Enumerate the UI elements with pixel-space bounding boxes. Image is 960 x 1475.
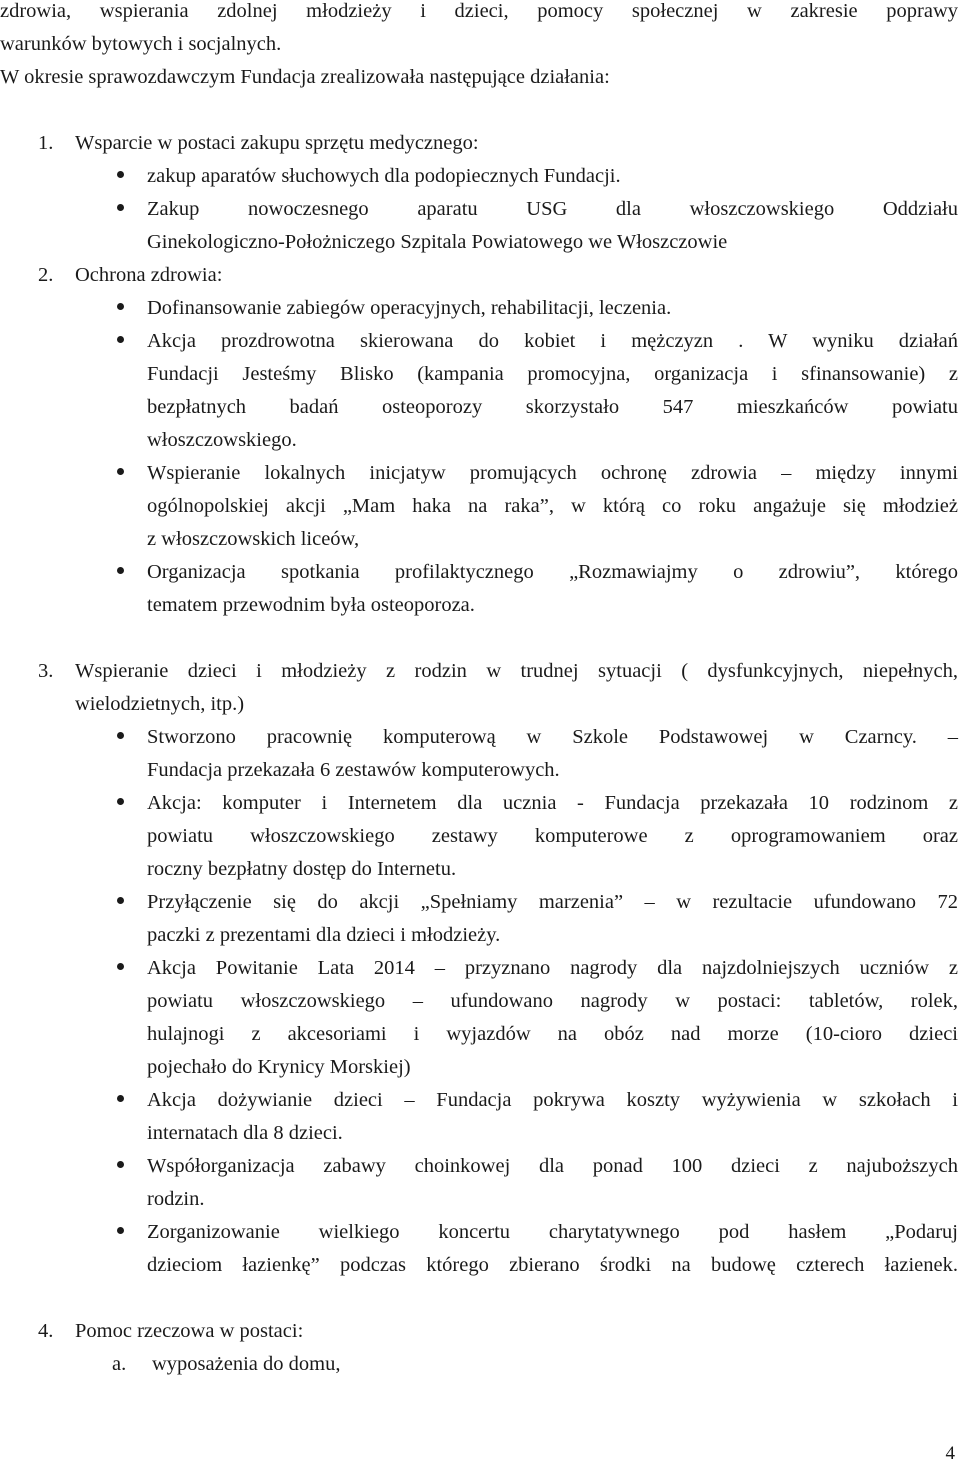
bullet-icon <box>117 303 124 310</box>
bullet-icon <box>117 1095 124 1102</box>
bullet-icon <box>117 732 124 739</box>
bullet-icon <box>117 1227 124 1234</box>
bullet-icon <box>117 567 124 574</box>
list-item: Zakup nowoczesnego aparatu USG dla włoszczowskiego Oddziału <box>147 198 958 220</box>
list-item: Akcja Powitanie Lata 2014 – przyznano nagrody dla najzdolniejszych uczniów z <box>147 957 958 979</box>
section-title: Pomoc rzeczowa w postaci: <box>75 1320 304 1342</box>
bullet-icon <box>117 798 124 805</box>
list-item: Wspieranie lokalnych inicjatyw promujących ochronę zdrowia – między innymi <box>147 462 958 484</box>
list-item-continuation: ogólnopolskiej akcji „Mam haka na raka”, w którą co roku angażuje się młodzież <box>147 495 958 517</box>
section-title-continuation: wielodzietnych, itp.) <box>75 693 245 715</box>
list-item: Dofinansowanie zabiegów operacyjnych, rehabilitacji, leczenia. <box>147 297 672 319</box>
list-item-continuation: z włoszczowskich liceów, <box>147 528 360 550</box>
list-item: Akcja dożywianie dzieci – Fundacja pokrywa koszty wyżywienia w szkołach i <box>147 1089 958 1111</box>
bullet-icon <box>117 897 124 904</box>
list-item-continuation: roczny bezpłatny dostęp do Internetu. <box>147 858 457 880</box>
list-item-continuation: dzieciom łazienkę” podczas którego zbierano środki na budowę czterech łazienek. <box>147 1254 958 1276</box>
intro-line: warunków bytowych i socjalnych. <box>0 33 282 55</box>
list-item: Organizacja spotkania profilaktycznego „Rozmawiajmy o zdrowiu”, którego <box>147 561 958 583</box>
section-title: Ochrona zdrowia: <box>75 264 223 286</box>
intro-line: W okresie sprawozdawczym Fundacja zrealizowała następujące działania: <box>0 66 610 88</box>
intro-line: zdrowia, wspierania zdolnej młodzieży i dzieci, pomocy społecznej w zakresie poprawy <box>0 0 958 22</box>
list-item: Akcja prozdrowotna skierowana do kobiet i mężczyzn . W wyniku działań <box>147 330 958 352</box>
bullet-icon <box>117 468 124 475</box>
bullet-icon <box>117 204 124 211</box>
bullet-icon <box>117 336 124 343</box>
list-item-continuation: Ginekologiczno-Położniczego Szpitala Powiatowego we Włoszczowie <box>147 231 728 253</box>
list-item-continuation: hulajnogi z akcesoriami i wyjazdów na obóz nad morze (10-cioro dzieci <box>147 1023 958 1045</box>
list-item-continuation: bezpłatnych badań osteoporozy skorzystało 547 mieszkańców powiatu <box>147 396 958 418</box>
bullet-icon <box>117 1161 124 1168</box>
list-item: Akcja: komputer i Internetem dla ucznia - Fundacja przekazała 10 rodzinom z <box>147 792 958 814</box>
list-item-continuation: Fundacja przekazała 6 zestawów komputerowych. <box>147 759 560 781</box>
list-item-continuation: tematem przewodnim była osteoporoza. <box>147 594 475 616</box>
list-item: Przyłączenie się do akcji „Spełniamy marzenia” – w rezultacie ufundowano 72 <box>147 891 958 913</box>
list-item-continuation: powiatu włoszczowskiego zestawy komputerowe z oprogramowaniem oraz <box>147 825 958 847</box>
subitem-letter: a. <box>112 1353 127 1375</box>
list-item-continuation: rodzin. <box>147 1188 205 1210</box>
section-number: 1. <box>38 132 54 154</box>
section-number: 2. <box>38 264 54 286</box>
bullet-icon <box>117 171 124 178</box>
section-title: Wsparcie w postaci zakupu sprzętu medycznego: <box>75 132 479 154</box>
list-item: Stworzono pracownię komputerową w Szkole Podstawowej w Czarncy. – <box>147 726 958 748</box>
list-item-continuation: paczki z prezentami dla dzieci i młodzieży. <box>147 924 501 946</box>
list-item-continuation: włoszczowskiego. <box>147 429 297 451</box>
bullet-icon <box>117 963 124 970</box>
subitem-text: wyposażenia do domu, <box>152 1353 341 1375</box>
list-item: Zorganizowanie wielkiego koncertu charytatywnego pod hasłem „Podaruj <box>147 1221 958 1243</box>
list-item: Współorganizacja zabawy choinkowej dla ponad 100 dzieci z najuboższych <box>147 1155 958 1177</box>
list-item-continuation: Fundacji Jesteśmy Blisko (kampania promocyjna, organizacja i sfinansowanie) z <box>147 363 958 385</box>
section-number: 3. <box>38 660 54 682</box>
page-number: 4 <box>945 1443 955 1464</box>
section-title: Wspieranie dzieci i młodzieży z rodzin w trudnej sytuacji ( dysfunkcyjnych, niepełnych, <box>75 660 958 682</box>
section-number: 4. <box>38 1320 54 1342</box>
list-item: zakup aparatów słuchowych dla podopiecznych Fundacji. <box>147 165 621 187</box>
list-item-continuation: powiatu włoszczowskiego – ufundowano nagrody w postaci: tabletów, rolek, <box>147 990 958 1012</box>
list-item-continuation: pojechało do Krynicy Morskiej) <box>147 1056 411 1078</box>
list-item-continuation: internatach dla 8 dzieci. <box>147 1122 343 1144</box>
